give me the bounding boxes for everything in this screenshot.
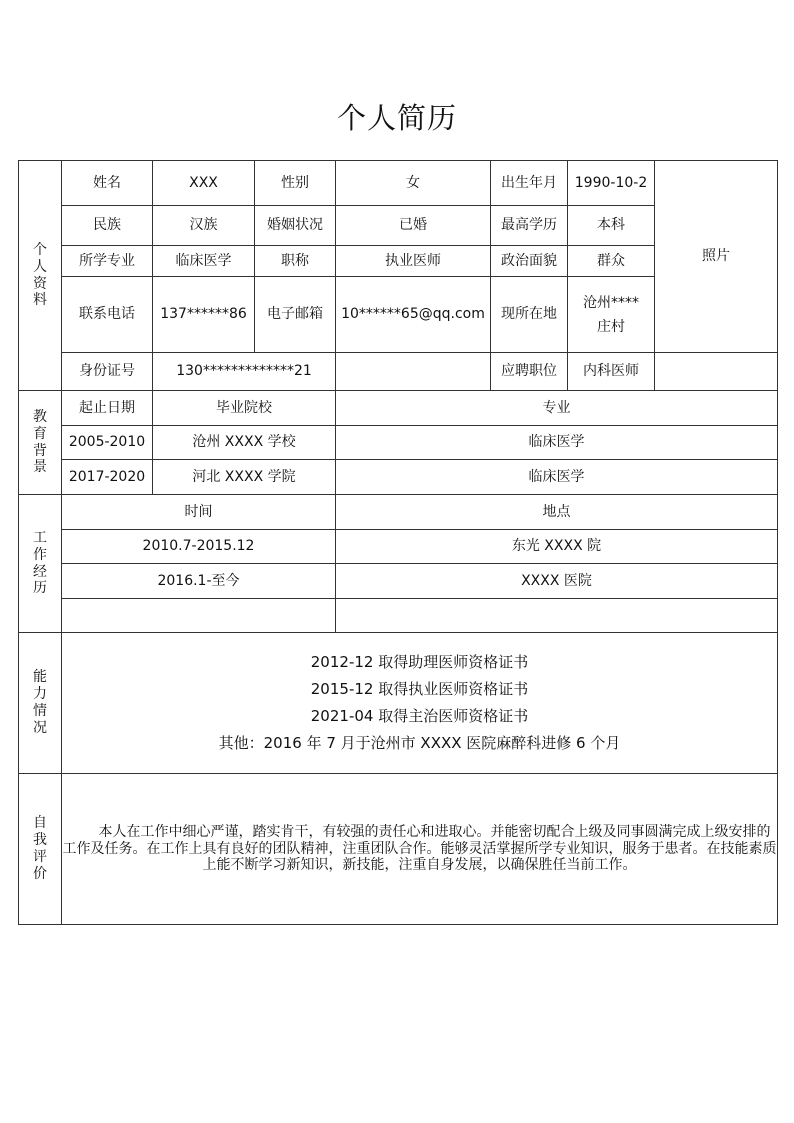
id-label: 身份证号 xyxy=(62,353,153,391)
edu-major: 临床医学 xyxy=(336,426,778,460)
location-label: 现所在地 xyxy=(491,277,568,353)
phone-value: 137******86 xyxy=(153,277,255,353)
work-place: XXXX 医院 xyxy=(336,564,778,599)
section-education-label: 教 育 背 景 xyxy=(19,391,62,495)
name-value: XXX xyxy=(153,161,255,206)
work-place-empty xyxy=(336,599,778,633)
edu-period: 2017-2020 xyxy=(62,460,153,495)
edu-major: 临床医学 xyxy=(336,460,778,495)
ability-item: 2012-12 取得助理医师资格证书 xyxy=(310,653,529,671)
birth-value: 1990-10-2 xyxy=(568,161,655,206)
section-evaluation-label: 自 我 评 价 xyxy=(19,774,62,925)
ability-item: 其他：2016 年 7 月于沧州市 XXXX 医院麻醉科进修 6 个月 xyxy=(218,734,621,752)
section-ability-label: 能 力 情 况 xyxy=(19,633,62,774)
section-work-label: 工 作 经 历 xyxy=(19,495,62,633)
birth-label: 出生年月 xyxy=(491,161,568,206)
marital-label: 婚姻状况 xyxy=(255,206,336,246)
empty-cell xyxy=(336,353,491,391)
gender-value: 女 xyxy=(336,161,491,206)
political-label: 政治面貌 xyxy=(491,246,568,277)
position-value: 内科医师 xyxy=(568,353,655,391)
edu-header-period: 起止日期 xyxy=(62,391,153,426)
photo-cell: 照片 xyxy=(655,161,778,353)
work-header-time: 时间 xyxy=(62,495,336,530)
degree-value: 本科 xyxy=(568,206,655,246)
edu-school: 沧州 XXXX 学校 xyxy=(153,426,336,460)
empty-cell xyxy=(655,353,778,391)
major-label: 所学专业 xyxy=(62,246,153,277)
gender-label: 性别 xyxy=(255,161,336,206)
position-label: 应聘职位 xyxy=(491,353,568,391)
self-evaluation-text: 本人在工作中细心严谨，踏实肯干，有较强的责任心和进取心。并能密切配合上级及同事圆满完成上级安排的工作及任务。在工作上具有良好的团队精神，注重团队合作。能够灵活掌握所学专业知识，服务于患者。在技能素质上能不断学习新知识，新技能，注重自身发展，以确保胜任当前工作。 xyxy=(62,774,778,925)
page-title: 个人简历 xyxy=(336,101,457,135)
edu-header-major: 专业 xyxy=(336,391,778,426)
work-place: 东光 XXXX 院 xyxy=(336,530,778,564)
name-label: 姓名 xyxy=(62,161,153,206)
ethnicity-value: 汉族 xyxy=(153,206,255,246)
title-label: 职称 xyxy=(255,246,336,277)
phone-label: 联系电话 xyxy=(62,277,153,353)
location-value: 沧州****庄村 xyxy=(568,277,655,353)
email-label: 电子邮箱 xyxy=(255,277,336,353)
ethnicity-label: 民族 xyxy=(62,206,153,246)
major-value: 临床医学 xyxy=(153,246,255,277)
work-header-place: 地点 xyxy=(336,495,778,530)
title-value: 执业医师 xyxy=(336,246,491,277)
ability-item: 2015-12 取得执业医师资格证书 xyxy=(310,680,529,698)
id-value: 130*************21 xyxy=(153,353,336,391)
email-value: 10******65@qq.com xyxy=(336,277,491,353)
degree-label: 最高学历 xyxy=(491,206,568,246)
marital-value: 已婚 xyxy=(336,206,491,246)
edu-header-school: 毕业院校 xyxy=(153,391,336,426)
work-time: 2016.1-至今 xyxy=(62,564,336,599)
edu-school: 河北 XXXX 学院 xyxy=(153,460,336,495)
work-time: 2010.7-2015.12 xyxy=(62,530,336,564)
resume-table xyxy=(18,160,778,925)
work-time-empty xyxy=(62,599,336,633)
political-value: 群众 xyxy=(568,246,655,277)
section-personal-label: 个 人 资 料 xyxy=(19,161,62,391)
ability-item: 2021-04 取得主治医师资格证书 xyxy=(310,707,529,725)
edu-period: 2005-2010 xyxy=(62,426,153,460)
abilities-cell xyxy=(62,633,778,774)
